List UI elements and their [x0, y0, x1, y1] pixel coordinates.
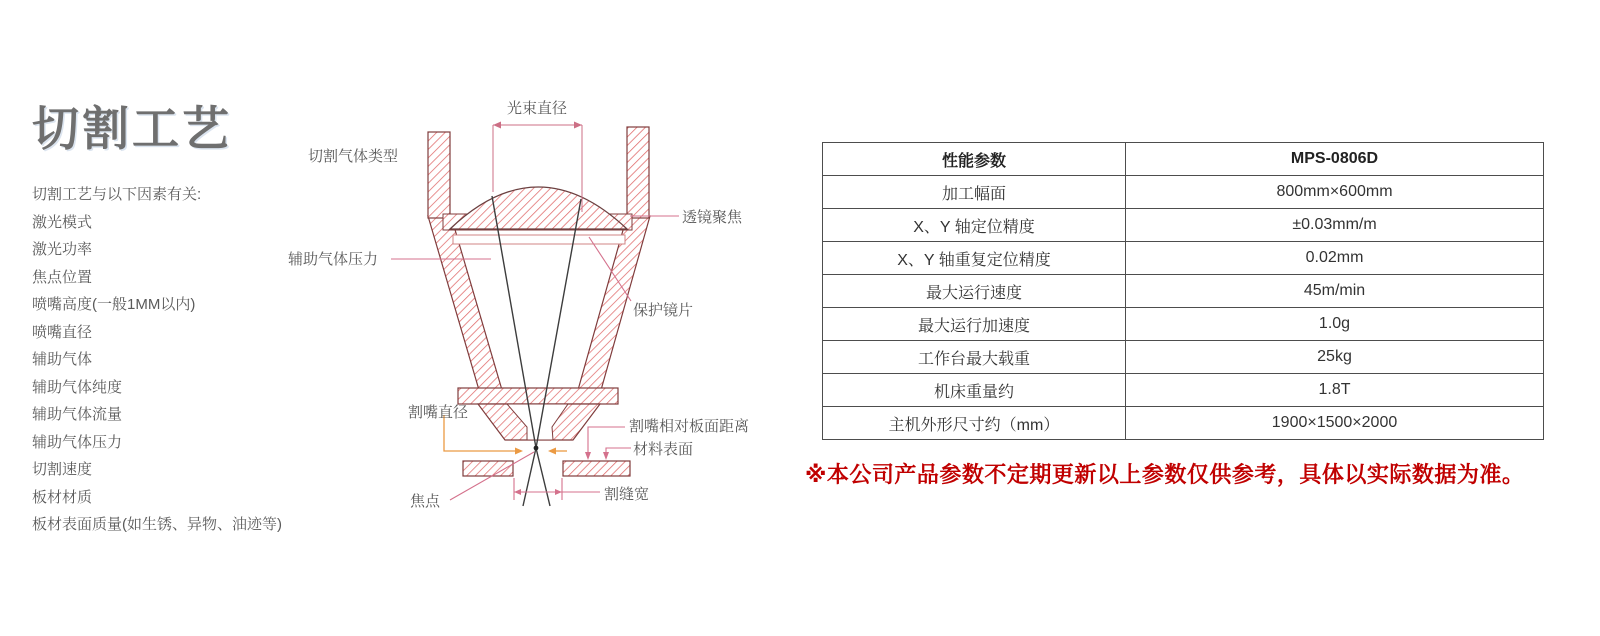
factor-item: 喷嘴直径	[32, 323, 93, 341]
factors-intro: 切割工艺与以下因素有关:	[32, 186, 202, 204]
table-header-row	[823, 143, 1544, 176]
model-header: MPS-0806D	[1126, 143, 1544, 176]
disclaimer-note: ※本公司产品参数不定期更新以上参数仅供参考，具体以实际数据为准。	[805, 462, 1525, 487]
nozzle-dim-arrow-left	[548, 448, 556, 455]
value-cell: 25kg	[1126, 341, 1544, 374]
param-cell: 加工幅面	[823, 176, 1126, 209]
param-cell: 工作台最大载重	[823, 341, 1126, 374]
table-row	[823, 341, 1544, 374]
factor-item: 板材材质	[32, 488, 93, 506]
factor-item: 辅助气体压力	[32, 433, 123, 451]
label-assist-gas-pressure: 辅助气体压力	[288, 251, 379, 268]
value-cell: 1900×1500×2000	[1126, 407, 1544, 440]
factor-item: 辅助气体流量	[32, 406, 123, 424]
label-nozzle-diameter: 割嘴直径	[408, 404, 469, 421]
factor-item: 激光模式	[32, 213, 93, 231]
label-beam-diameter: 光束直径	[506, 100, 568, 117]
param-cell: 最大运行加速度	[823, 308, 1126, 341]
label-cutting-gas-type: 切割气体类型	[308, 148, 399, 165]
nozzle-dim-arrow-right	[515, 448, 523, 455]
protective-lens	[453, 235, 625, 244]
table-row	[823, 407, 1544, 440]
table-row	[823, 308, 1544, 341]
param-header: 性能参数	[823, 143, 1126, 176]
label-nozzle-to-plate-distance: 割嘴相对板面距离	[629, 418, 750, 435]
param-cell: 主机外形尺寸约（mm）	[823, 407, 1126, 440]
factor-item: 喷嘴高度(一般1MM以内)	[32, 296, 196, 314]
page-title: 切割工艺	[32, 102, 232, 155]
beam-line-right	[523, 199, 581, 506]
factor-item: 辅助气体纯度	[32, 378, 123, 396]
label-lens-focus: 透镜聚焦	[682, 209, 743, 226]
label-protective-lens: 保护镜片	[633, 302, 694, 319]
param-cell: 机床重量约	[823, 374, 1126, 407]
label-kerf-width: 割缝宽	[604, 486, 650, 503]
param-cell: X、Y 轴重复定位精度	[823, 242, 1126, 275]
param-cell: 最大运行速度	[823, 275, 1126, 308]
table-row	[823, 242, 1544, 275]
value-cell: ±0.03mm/m	[1126, 209, 1544, 242]
value-cell: 800mm×600mm	[1126, 176, 1544, 209]
factor-item: 板材表面质量(如生锈、异物、油迹等)	[32, 516, 282, 534]
dim-arrow-left	[493, 122, 501, 129]
factor-item: 焦点位置	[32, 268, 93, 286]
value-cell: 1.8T	[1126, 374, 1544, 407]
table-row	[823, 209, 1544, 242]
material-plate-right	[563, 461, 630, 476]
upper-wall-right	[627, 127, 649, 218]
param-cell: X、Y 轴定位精度	[823, 209, 1126, 242]
cutting-head-diagram	[285, 85, 775, 525]
label-focal-point: 焦点	[410, 493, 441, 510]
factor-item: 激光功率	[32, 241, 93, 259]
table-row	[823, 374, 1544, 407]
dim-arrow-right	[574, 122, 582, 129]
value-cell: 1.0g	[1126, 308, 1544, 341]
distance-arrow	[585, 452, 591, 460]
value-cell: 45m/min	[1126, 275, 1544, 308]
nozzle-flange	[458, 388, 618, 404]
spec-table	[822, 142, 1543, 440]
label-material-surface: 材料表面	[633, 441, 694, 458]
focal-point-dot	[534, 446, 539, 451]
kerf-arrow-left	[514, 489, 521, 495]
focus-lens	[450, 187, 627, 229]
table-row	[823, 176, 1544, 209]
factor-item: 辅助气体	[32, 351, 93, 369]
factor-item: 切割速度	[32, 461, 93, 479]
kerf-arrow-right	[555, 489, 562, 495]
table-row	[823, 275, 1544, 308]
value-cell: 0.02mm	[1126, 242, 1544, 275]
surface-arrow	[603, 452, 609, 460]
upper-wall-left	[428, 132, 450, 218]
